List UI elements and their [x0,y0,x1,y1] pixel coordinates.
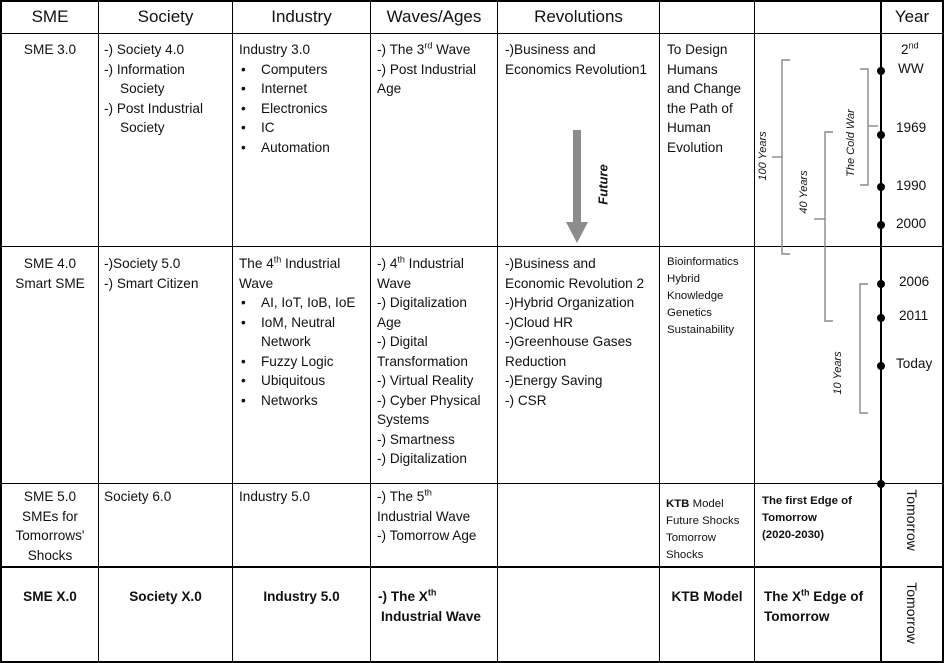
col-border-1 [98,0,99,663]
row2-society: -)Society 5.0 -) Smart Citizen [104,256,199,291]
year-today: Today [896,356,933,371]
year-2nd-ww: 2nd WW [898,40,924,76]
year-2000: 2000 [896,216,927,231]
row4-waves: -) The Xth Industrial Wave [378,587,481,624]
table-top-border [0,0,944,2]
timeline-brackets [754,34,884,494]
header-society: Society [137,7,194,26]
year-2006: 2006 [899,274,930,289]
row3-col7: The first Edge of Tomorrow (2020-2030) [762,495,852,541]
col-border-3 [370,0,371,663]
row4-society: Society X.0 [129,589,202,604]
row1-waves: -) The 3rd Wave -) Post Industrial Age [377,40,476,96]
future-arrow-icon [566,130,588,244]
year-2011: 2011 [899,308,929,323]
row1-revolutions: -)Business and Economics Revolution1 [505,42,648,77]
header-year: Year [894,7,930,26]
header-waves-ages: Waves/Ages [386,7,482,26]
row4-year: Tomorrow [904,582,920,644]
timeline-dot [877,362,885,370]
row2-col6: Bioinformatics Hybrid Knowledge Genetics Sustainability [667,256,739,336]
timeline-dot [877,314,885,322]
row1-society: -) Society 4.0 -) Information Society -) Post Industrial Society [104,42,203,135]
header-revolutions: Revolutions [534,7,623,26]
row4-col6: KTB Model [671,589,743,604]
year-1969: 1969 [896,120,927,135]
timeline-dot [877,221,885,229]
timeline-dot [877,131,885,139]
row3-waves: -) The 5th Industrial Wave -) Tomorrow Age [377,487,477,543]
row3-divider [0,566,944,568]
col-border-5 [659,0,660,663]
row1-sme: SME 3.0 [23,42,77,57]
timeline-dot [877,480,885,488]
row3-society: Society 6.0 [104,489,172,504]
row3-year: Tomorrow [904,489,920,551]
col-border-4 [497,0,498,663]
row2-revolutions: -)Business and Economic Revolution 2 -)Hybrid Organization -)Cloud HR -)Greenhouse Gases Reduction -)Energy Saving -) CSR [505,256,645,408]
bracket-10-years: 10 Years [832,351,844,395]
row4-sme: SME X.0 [23,589,77,604]
row3-sme: SME 5.0 SMEs for Tomorrows' Shocks [15,489,85,563]
row3-industry: Industry 5.0 [239,489,311,504]
row2-waves: -) 4th Industrial Wave -) Digitalization Age -) Digital Transformation -) Virtual Reality -) Cyber Physical Systems -) Smartness -) Digitalization [377,254,481,466]
row1-industry: Industry 3.0 • Computers • Internet • Electronics • IC • Automation [239,40,330,157]
row3-col6: KTB Model Future Shocks Tomorrow Shocks [666,498,740,561]
timeline-dot [877,67,885,75]
row4-col7: The Xth Edge of Tomorrow [764,587,864,624]
row1-industry-list: • Computers • Internet • Electronics • IC • Automation [239,60,330,158]
header-sme: SME [31,7,69,26]
timeline-dot [877,183,885,191]
row2-sme: SME 4.0 Smart SME [15,256,85,291]
header-industry: Industry [271,7,332,26]
bracket-40-years: 40 Years [798,170,810,214]
bracket-100-years: 100 Years [757,131,769,181]
timeline-dot [877,280,885,288]
future-label: Future [595,164,611,205]
col-border-2 [232,0,233,663]
row4-industry: Industry 5.0 [263,589,340,604]
year-1990: 1990 [896,178,927,193]
row1-col6: To Design Humans and Change the Path of Human Evolution [667,42,742,155]
row2-industry-list: • AI, IoT, IoB, IoE • IoM, Neutral Network • Fuzzy Logic • Ubiquitous • Networks [239,293,355,410]
row2-industry: The 4th Industrial Wave • AI, IoT, IoB, IoE • IoM, Neutral Network • Fuzzy Logic • Ubiquitous • Networks [239,254,355,410]
bracket-cold-war: The Cold War [845,109,857,177]
